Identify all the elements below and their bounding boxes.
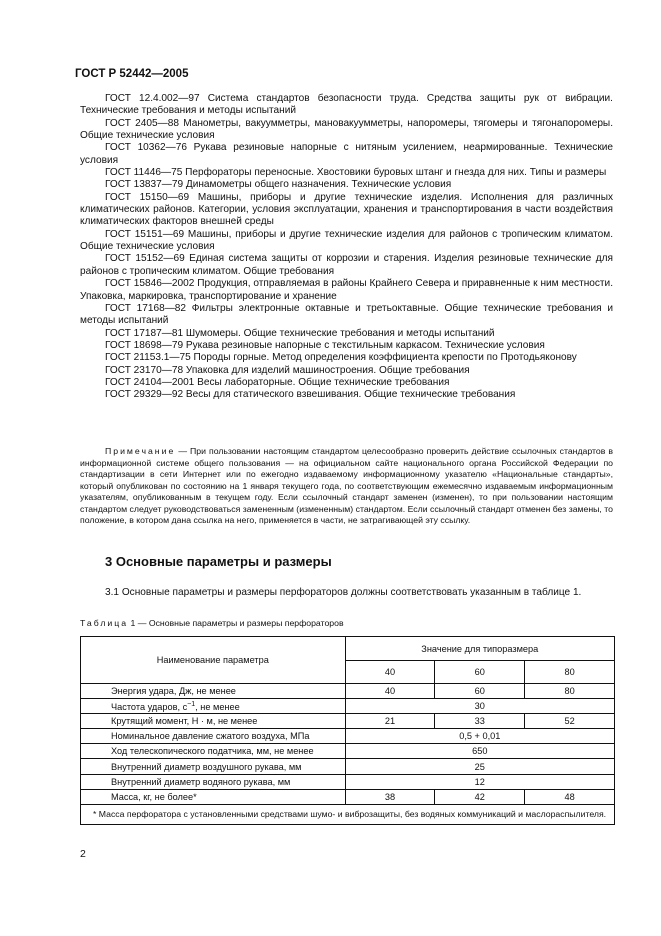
- note-text: — При пользовании настоящим стандартом целесообразно проверить действие ссылочных стандартов в информационной системе общего пользования — на официальном сайте национального органа Российской Федерации по стандартизации в сети Интернет или по ежегодно издаваемому информационному указателю «Национальные стандарты», который опубликован по состоянию на 1 января текущего года, по соответствующим ежемесячно издаваемым информационным указателям, опубликованным в текущем году. Если ссылочный стандарт заменен (изменен), то при пользовании настоящим стандартом следует руководствоваться замененным (измененным) стандартом. Если ссылочный стандарт отменен без замены, то положение, в котором дана ссылка на него, применяется в части, не затрагивающей эту ссылку.: [80, 446, 613, 526]
- param-name: Масса, кг, не более*: [81, 789, 346, 804]
- param-name: Ход телескопического податчика, мм, не менее: [81, 744, 346, 759]
- param-value: 60: [435, 684, 525, 699]
- param-value: 21: [345, 714, 435, 729]
- table-caption-text: 1 — Основные параметры и размеры перфораторов: [128, 618, 344, 628]
- table-row: [81, 699, 615, 714]
- reference-item: ГОСТ 11446—75 Перфораторы переносные. Хвостовики буровых штанг и гнезда для них. Типы и размеры: [105, 167, 607, 179]
- param-value: 650: [345, 744, 614, 759]
- note-label: Примечание: [105, 446, 176, 456]
- reference-item: ГОСТ 18698—79 Рукава резиновые напорные с текстильным каркасом. Технические условия: [105, 339, 545, 351]
- reference-item: ГОСТ 15152—69 Единая система защиты от коррозии и старения. Изделия резиновые технические для районов с тропическим климатом. Общие требования: [80, 253, 613, 277]
- reference-item: ГОСТ 17168—82 Фильтры электронные октавные и третьоктавные. Общие технические требования и методы испытаний: [80, 302, 613, 327]
- table-row: [81, 714, 615, 729]
- column-header-group: Значение для типоразмера: [345, 637, 614, 661]
- param-name: Внутренний диаметр водяного рукава, мм: [81, 774, 346, 789]
- reference-item: ГОСТ 23170—78 Упаковка для изделий машиностроения. Общие требования: [105, 364, 470, 376]
- param-name: Частота ударов, $с^{-1}$, не менее: [81, 699, 346, 714]
- param-value: 12: [345, 774, 614, 789]
- column-header-size: 40: [345, 661, 435, 684]
- reference-item: ГОСТ 13837—79 Динамометры общего назначения. Технические условия: [105, 179, 452, 191]
- param-value: 38: [345, 789, 435, 804]
- param-name: Энергия удара, Дж, не менее: [81, 684, 346, 699]
- table-caption: [80, 618, 344, 628]
- reference-item: ГОСТ 12.4.002—97 Система стандартов безопасности труда. Средства защиты рук от вибрации. Технические требования и методы испытаний: [80, 93, 613, 117]
- param-name: Крутящий момент, Н · м, не менее: [81, 714, 346, 729]
- table-row: [81, 684, 615, 699]
- table-row: [81, 744, 615, 759]
- table-row: [81, 774, 615, 789]
- note-block: [80, 446, 613, 527]
- table-row: [81, 789, 615, 804]
- param-value: 52: [525, 714, 615, 729]
- references-list: [80, 93, 613, 402]
- reference-item: ГОСТ 29329—92 Весы для статического взвешивания. Общие технические требования: [105, 389, 516, 401]
- table-caption-label: Таблица: [80, 618, 129, 628]
- param-value: 33: [435, 714, 525, 729]
- column-header-param: Наименование параметра: [81, 637, 346, 684]
- param-value: 42: [435, 789, 525, 804]
- reference-item: ГОСТ 17187—81 Шумомеры. Общие технические требования и методы испытаний: [105, 327, 495, 339]
- param-value: 48: [525, 789, 615, 804]
- paragraph-text: 3.1 Основные параметры и размеры перфораторов должны соответствовать указанным в таблице 1.: [105, 587, 582, 598]
- column-header-size: 80: [525, 661, 615, 684]
- reference-item: ГОСТ 15150—69 Машины, приборы и другие технические изделия. Исполнения для различных климатических районов. Категории, условия эксплуатации, хранения и транспортирования в части воздействия климатических факторов внешней среды: [80, 191, 613, 228]
- reference-item: ГОСТ 2405—88 Манометры, вакуумметры, мановакуумметры, напоромеры, тягомеры и тягонапоромеры. Общие технические условия: [80, 117, 613, 142]
- param-name: Номинальное давление сжатого воздуха, МПа: [81, 729, 346, 744]
- reference-item: ГОСТ 21153.1—75 Породы горные. Метод определения коэффициента крепости по Протодьяконову: [105, 352, 577, 364]
- table-row: [81, 759, 615, 774]
- section-heading: 3 Основные параметры и размеры: [105, 554, 332, 569]
- param-value: 25: [345, 759, 614, 774]
- body-paragraph: [80, 586, 613, 600]
- table-footnote: * Масса перфоратора с установленными средствами шумо- и виброзащиты, без водяных коммуникаций и маслораспылителя.: [81, 804, 615, 824]
- table-footnote-row: [81, 804, 615, 824]
- page-number: 2: [80, 848, 86, 860]
- parameters-table: [80, 636, 615, 825]
- param-value: 80: [525, 684, 615, 699]
- reference-item: ГОСТ 15846—2002 Продукция, отправляемая в районы Крайнего Севера и приравненные к ним местности. Упаковка, маркировка, транспортирование и хранение: [80, 278, 613, 302]
- param-value: 40: [345, 684, 435, 699]
- page-header: ГОСТ Р 52442—2005: [75, 68, 189, 80]
- param-value: 30: [345, 699, 614, 714]
- table-row: [81, 729, 615, 744]
- param-name: Внутренний диаметр воздушного рукава, мм: [81, 759, 346, 774]
- reference-item: ГОСТ 24104—2001 Весы лабораторные. Общие технические требования: [105, 376, 450, 388]
- reference-item: ГОСТ 15151—69 Машины, приборы и другие технические изделия для районов с тропическим климатом. Общие технические условия: [80, 228, 613, 253]
- reference-item: ГОСТ 10362—76 Рукава резиновые напорные с нитяным усилением, неармированные. Технические условия: [80, 142, 613, 166]
- table-header-row: [81, 637, 615, 661]
- column-header-size: 60: [435, 661, 525, 684]
- param-value: 0,5 + 0,01: [345, 729, 614, 744]
